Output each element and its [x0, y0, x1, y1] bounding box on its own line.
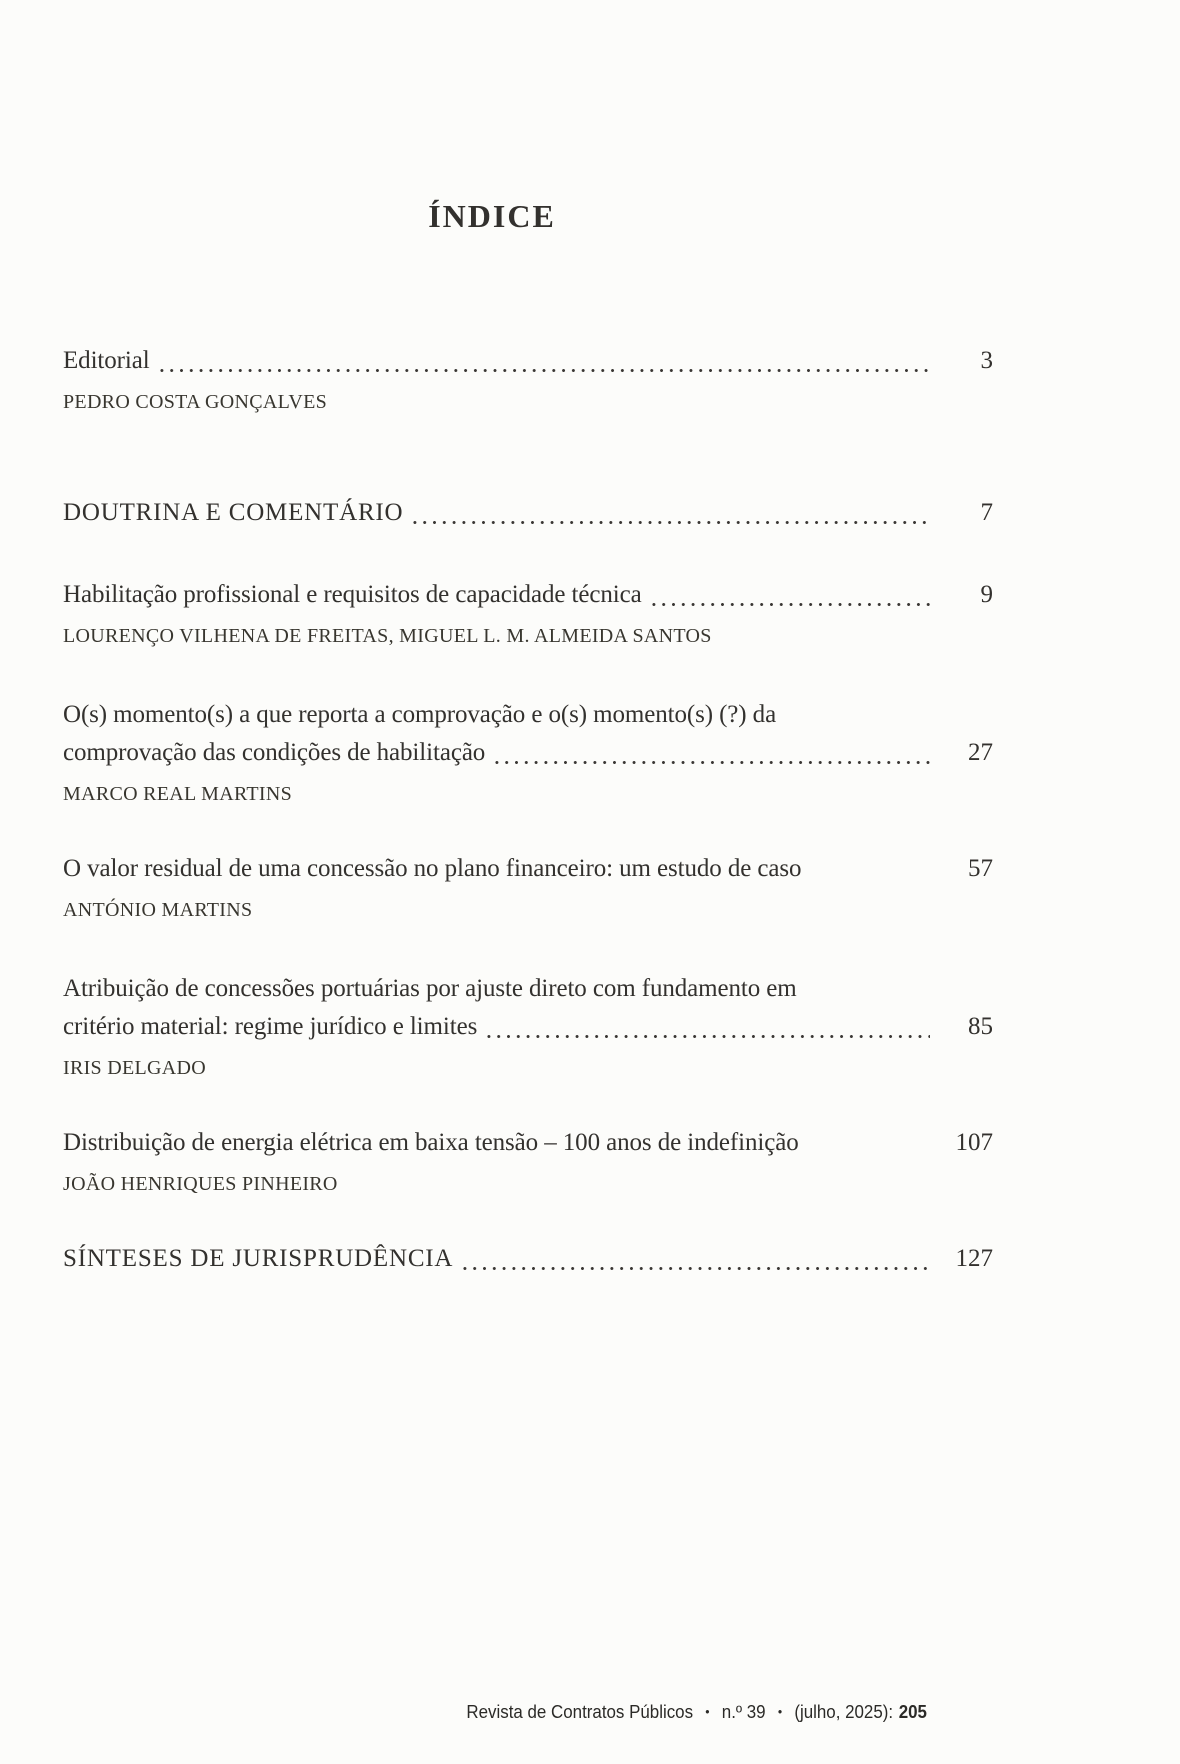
toc-entry-atribuicao — [63, 970, 993, 1080]
toc-entry-title: O valor residual de uma concessão no plano financeiro: um estudo de caso — [63, 855, 802, 882]
toc-page-number: 3 — [980, 347, 993, 374]
footer-journal-name: Revista de Contratos Públicos — [466, 1702, 694, 1722]
toc-entry-momentos — [63, 696, 993, 806]
toc-entry-title-line2: critério material: regime jurídico e limites — [63, 1013, 478, 1040]
toc-line — [63, 494, 993, 532]
toc-entry-title-line1: O(s) momento(s) a que reporta a comprovação e o(s) momento(s) (?) da — [63, 701, 777, 728]
toc-page-number: 85 — [968, 1013, 993, 1040]
dot-leader — [492, 760, 930, 765]
toc-line — [63, 1240, 993, 1278]
dot-leader — [460, 1266, 930, 1271]
toc-page-number: 7 — [980, 499, 993, 526]
toc-entry-habilitacao — [63, 576, 993, 648]
toc-entry-title: Distribuição de energia elétrica em baixa tensão – 100 anos de indefinição — [63, 1129, 799, 1156]
footer-page-number: 205 — [898, 1702, 927, 1722]
toc-page-number: 107 — [955, 1129, 993, 1156]
toc-section-title: DOUTRINA E COMENTÁRIO — [63, 499, 404, 526]
toc-entry-authors: MARCO REAL MARTINS — [63, 783, 293, 805]
toc-line — [63, 734, 993, 772]
toc-entry-editorial — [63, 342, 993, 414]
toc-entry-title: Editorial — [63, 347, 150, 374]
footer-citation: (julho, 2025): — [794, 1702, 894, 1722]
toc-section-title: SÍNTESES DE JURISPRUDÊNCIA — [63, 1245, 454, 1272]
page-footer — [466, 1702, 927, 1723]
scanned-page — [63, 0, 993, 1278]
toc-entry-authors: LOURENÇO VILHENA DE FREITAS, MIGUEL L. M. ALMEIDA SANTOS — [63, 625, 712, 647]
toc-line — [63, 342, 993, 380]
toc-section-sinteses — [63, 1240, 993, 1278]
footer-issue-number: n.º 39 — [721, 1702, 766, 1722]
toc-line — [63, 1008, 993, 1046]
toc-page-number: 9 — [980, 581, 993, 608]
toc-entry-authors: PEDRO COSTA GONÇALVES — [63, 391, 328, 413]
page-title: ÍNDICE — [428, 198, 556, 234]
toc-entry-valor-residual — [63, 850, 993, 922]
dot-leader — [484, 1034, 930, 1039]
toc-line — [63, 1124, 993, 1162]
toc-page-number: 27 — [968, 739, 993, 766]
dot-leader — [649, 602, 930, 607]
toc-entry-title-line2: comprovação das condições de habilitação — [63, 739, 486, 766]
toc-entry-authors: IRIS DELGADO — [63, 1057, 207, 1079]
table-of-contents — [63, 342, 993, 1278]
dot-leader — [157, 368, 930, 373]
toc-entry-title: Habilitação profissional e requisitos de capacidade técnica — [63, 581, 642, 608]
toc-entry-title-line1: Atribuição de concessões portuárias por ajuste direto com fundamento em — [63, 975, 797, 1002]
toc-line — [63, 850, 993, 888]
toc-section-doutrina — [63, 494, 993, 532]
toc-line — [63, 696, 993, 734]
toc-entry-distribuicao — [63, 1124, 993, 1196]
toc-entry-authors: JOÃO HENRIQUES PINHEIRO — [63, 1173, 338, 1195]
toc-line — [63, 970, 993, 1008]
toc-page-number: 127 — [955, 1245, 993, 1272]
toc-line — [63, 576, 993, 614]
dot-leader — [410, 520, 930, 525]
toc-page-number: 57 — [968, 855, 993, 882]
footer-separator-icon: • — [777, 1704, 783, 1719]
toc-entry-authors: ANTÓNIO MARTINS — [63, 899, 253, 921]
footer-separator-icon: • — [705, 1704, 710, 1719]
